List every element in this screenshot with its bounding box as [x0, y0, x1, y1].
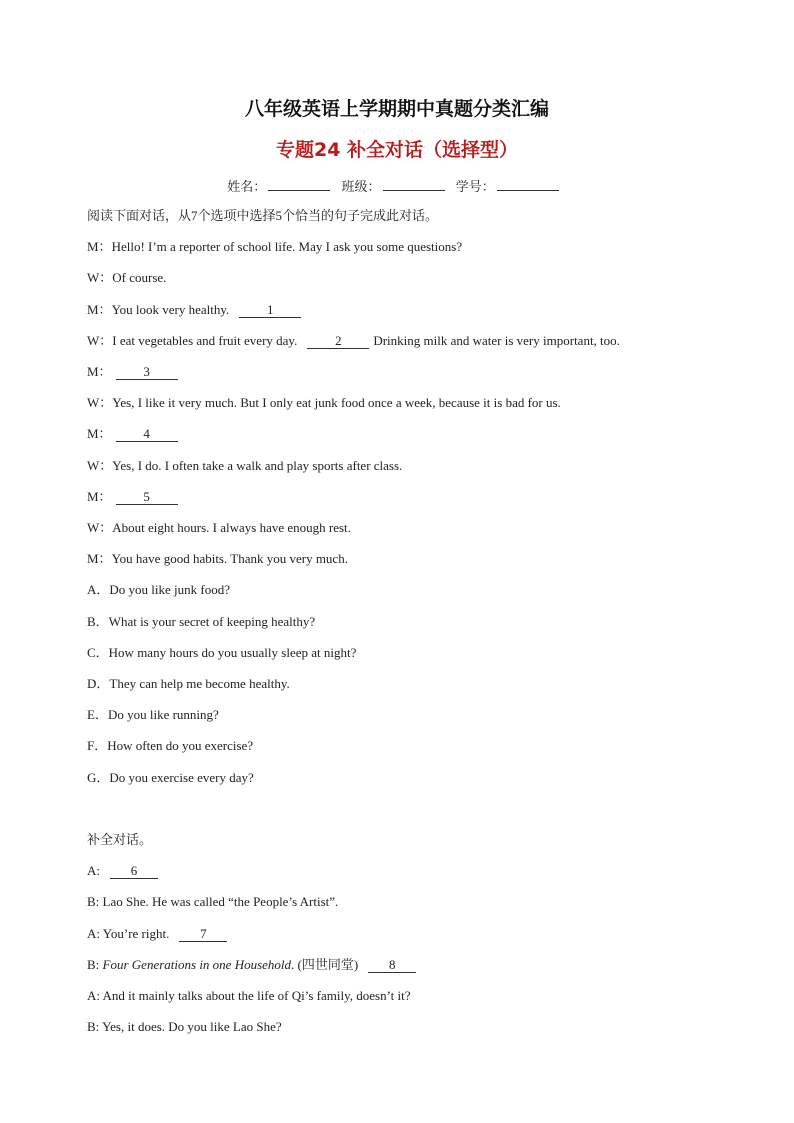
option-d	[87, 676, 290, 692]
dialogue-line	[87, 333, 620, 349]
book-title: Four Generations in one Household	[102, 957, 292, 972]
student-info-line	[0, 176, 794, 195]
dialogue-line	[87, 863, 162, 879]
id-blank[interactable]	[497, 179, 559, 191]
dialogue-text: You’re right.	[102, 926, 170, 941]
dialogue-line	[87, 957, 420, 973]
option-a	[87, 582, 230, 598]
option-e	[87, 707, 219, 723]
speaker: B:	[87, 894, 100, 909]
answer-blank-6[interactable]: 6	[110, 864, 158, 879]
option-text: Do you exercise every day?	[109, 770, 254, 785]
option-letter: C．	[87, 645, 109, 660]
dialogue-line	[87, 239, 462, 255]
dialogue-line	[87, 551, 348, 567]
answer-blank-7[interactable]: 7	[179, 927, 227, 942]
section1-instruction: 阅读下面对话，从7个选项中选择5个恰当的句子完成此对话。	[87, 208, 439, 223]
dialogue-text: You have good habits. Thank you very much.	[111, 551, 348, 566]
dialogue-text: Yes, it does. Do you like Lao She?	[102, 1019, 282, 1034]
option-letter: D．	[87, 676, 110, 691]
speaker: A:	[87, 863, 100, 878]
class-blank[interactable]	[383, 179, 445, 191]
section2-instruction: 补全对话。	[87, 832, 153, 847]
answer-blank-2[interactable]: 2	[307, 334, 369, 349]
dialogue-text: Drinking milk and water is very important, too.	[373, 333, 620, 348]
speaker: B:	[87, 957, 100, 972]
dialogue-line	[87, 489, 182, 505]
dialogue-line	[87, 520, 351, 536]
option-letter: E．	[87, 707, 108, 722]
answer-blank-3[interactable]: 3	[116, 365, 178, 380]
speaker: W：	[87, 458, 113, 473]
speaker: W：	[87, 333, 113, 348]
option-letter: F．	[87, 738, 108, 753]
dialogue-line	[87, 270, 166, 286]
option-f	[87, 738, 253, 754]
dialogue-text: . (四世同堂)	[291, 957, 359, 972]
dialogue-line	[87, 458, 402, 474]
option-letter: A．	[87, 582, 110, 597]
option-text: Do you like running?	[107, 707, 219, 722]
dialogue-text: Yes, I do. I often take a walk and play sports after class.	[112, 458, 403, 473]
option-g	[87, 770, 254, 786]
option-text: How often do you exercise?	[107, 738, 254, 753]
dialogue-line	[87, 302, 305, 318]
speaker: A:	[87, 926, 100, 941]
speaker: M：	[87, 426, 112, 441]
dialogue-text: Hello! I’m a reporter of school life. May I ask you some questions?	[111, 239, 463, 254]
name-label: 姓名：	[227, 179, 267, 194]
speaker: W：	[87, 395, 113, 410]
option-b	[87, 614, 315, 630]
option-text: They can help me become healthy.	[109, 676, 290, 691]
dialogue-line	[87, 926, 231, 942]
dialogue-text: Lao She. He was called “the People’s Artist”.	[102, 894, 339, 909]
class-label: 班级：	[341, 179, 381, 194]
dialogue-line	[87, 988, 411, 1004]
speaker: M：	[87, 551, 112, 566]
dialogue-text: Yes, I like it very much. But I only eat junk food once a week, because it is bad for us.	[112, 395, 561, 410]
speaker: M：	[87, 364, 112, 379]
option-letter: G．	[87, 770, 110, 785]
dialogue-text: You look very healthy.	[111, 302, 230, 317]
dialogue-line	[87, 426, 182, 442]
dialogue-line	[87, 395, 561, 411]
option-text: What is your secret of keeping healthy?	[108, 614, 316, 629]
dialogue-text: And it mainly talks about the life of Qi’s family, doesn’t it?	[102, 988, 411, 1003]
option-text: Do you like junk food?	[109, 582, 230, 597]
answer-blank-1[interactable]: 1	[239, 303, 301, 318]
dialogue-line	[87, 1019, 282, 1035]
answer-blank-8[interactable]: 8	[368, 958, 416, 973]
dialogue-text: About eight hours. I always have enough rest.	[112, 520, 351, 535]
document-title: 八年级英语上学期期中真题分类汇编	[244, 98, 549, 120]
answer-blank-5[interactable]: 5	[116, 490, 178, 505]
dialogue-line	[87, 364, 182, 380]
speaker: W：	[87, 270, 113, 285]
dialogue-line	[87, 894, 338, 910]
option-text: How many hours do you usually sleep at night?	[108, 645, 357, 660]
document-subtitle: 专题24 补全对话（选择型）	[275, 139, 519, 161]
speaker: B:	[87, 1019, 100, 1034]
speaker: W：	[87, 520, 113, 535]
option-c	[87, 645, 356, 661]
speaker: A:	[87, 988, 100, 1003]
answer-blank-4[interactable]: 4	[116, 427, 178, 442]
speaker: M：	[87, 489, 112, 504]
dialogue-text: I eat vegetables and fruit every day.	[112, 333, 298, 348]
speaker: M：	[87, 302, 112, 317]
id-label: 学号：	[455, 179, 495, 194]
name-blank[interactable]	[268, 179, 330, 191]
speaker: M：	[87, 239, 112, 254]
option-letter: B．	[87, 614, 109, 629]
dialogue-text: Of course.	[112, 270, 167, 285]
